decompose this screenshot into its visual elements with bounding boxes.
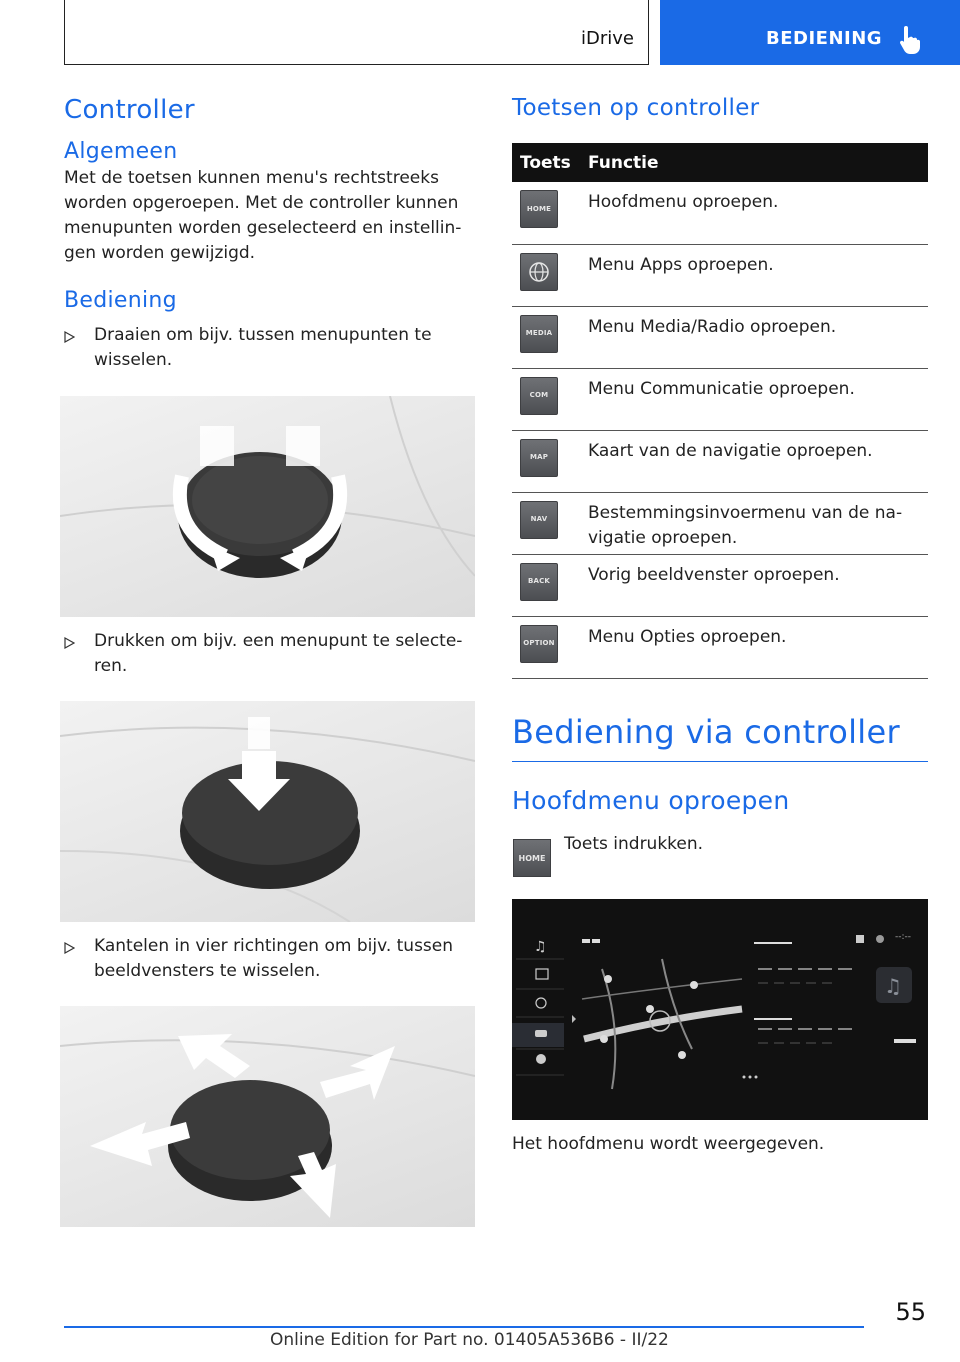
function-text: Hoofdmenu oproepen.: [580, 182, 928, 244]
text-line: vigatie oproepen.: [588, 527, 738, 548]
heading-operation: Bediening: [64, 288, 177, 313]
globe-icon: [520, 253, 558, 291]
table-row: [512, 306, 928, 368]
function-text: Vorig beeldvenster oproepen.: [580, 554, 928, 616]
keys-table: [512, 143, 928, 679]
map-key-icon: MAP: [520, 439, 558, 477]
text-line: Met de toetsen kunnen menu's rechtstreeks: [64, 168, 439, 188]
bullet-line: wisselen.: [94, 350, 173, 370]
footer-divider: [64, 1326, 864, 1328]
photo-controller-rotate: [60, 396, 475, 617]
triangle-bullet-icon: [64, 637, 75, 649]
general-text: [64, 166, 476, 266]
left-column: [64, 95, 476, 1227]
media-key-icon: MEDIA: [520, 315, 558, 353]
function-text: [580, 492, 928, 554]
triangle-bullet-icon: [64, 942, 75, 954]
bullet-line: Kantelen in vier richtingen om bijv. tussen: [94, 936, 454, 956]
bullet-press: [64, 629, 476, 679]
col-header-key: Toets: [512, 143, 580, 182]
bullet-tilt: [64, 934, 476, 984]
text-line: Bestemmingsinvoermenu van de na-: [588, 502, 903, 523]
triangle-bullet-icon: [64, 331, 75, 343]
nav-key-icon: NAV: [520, 501, 558, 539]
heading-general: Algemeen: [64, 139, 178, 164]
text-line: worden opgeroepen. Met de controller kunnen: [64, 193, 459, 213]
heading-underline: [512, 761, 928, 763]
bullet-line: Drukken om bijv. een menupunt te selecte-: [94, 631, 463, 651]
bullet-rotate: [64, 323, 476, 373]
col-header-function: Functie: [580, 143, 928, 182]
table-row: [512, 430, 928, 492]
home-key-icon: HOME: [513, 839, 551, 877]
heading-call-main-menu: Hoofdmenu oproepen: [512, 786, 790, 815]
hand-pointer-icon: [898, 26, 920, 54]
section-title-keys: Toetsen op controller: [512, 95, 760, 121]
text-line: menupunten worden geselecteerd en instellin-: [64, 218, 462, 238]
table-row: [512, 368, 928, 430]
function-text: Kaart van de navigatie oproepen.: [580, 430, 928, 492]
bullet-line: ren.: [94, 656, 128, 676]
function-text: Menu Apps oproepen.: [580, 244, 928, 306]
svg-text:♫: ♫: [534, 939, 547, 955]
com-key-icon: COM: [520, 377, 558, 415]
function-text: Menu Opties oproepen.: [580, 616, 928, 678]
home-key-icon: HOME: [520, 190, 558, 228]
result-text: Het hoofdmenu wordt weergegeven.: [512, 1134, 825, 1154]
page-number: 55: [895, 1298, 926, 1326]
screen-clock: --:--: [895, 932, 912, 942]
header-box: [64, 0, 649, 65]
text-line: gen worden gewijzigd.: [64, 243, 256, 263]
function-text: Menu Media/Radio oproepen.: [580, 306, 928, 368]
option-key-icon: OPTION: [520, 625, 558, 663]
function-text: Menu Communicatie oproepen.: [580, 368, 928, 430]
bullet-line: Draaien om bijv. tussen menupunten te: [94, 325, 432, 345]
step-text: Toets indrukken.: [564, 834, 704, 854]
section-title-controller: Controller: [64, 95, 195, 125]
svg-text:♫: ♫: [884, 974, 902, 998]
photo-controller-tilt: [60, 1006, 475, 1227]
edition-text: Online Edition for Part no. 01405A536B6 - II/22: [270, 1330, 669, 1350]
table-row: [512, 492, 928, 554]
bullet-line: beeldvensters te wisselen.: [94, 961, 321, 981]
table-row: [512, 554, 928, 616]
chapter-title: iDrive: [581, 28, 634, 49]
right-column: [512, 95, 928, 815]
table-row: [512, 616, 928, 678]
heading-operation-via-controller: Bediening via controller: [512, 712, 900, 751]
back-key-icon: BACK: [520, 563, 558, 601]
main-menu-screen: [512, 899, 928, 1120]
section-tab[interactable]: [660, 0, 960, 65]
photo-controller-press: [60, 701, 475, 922]
table-row: [512, 244, 928, 306]
table-header-row: [512, 143, 928, 182]
table-row: [512, 182, 928, 244]
section-tab-label: BEDIENING: [766, 28, 883, 49]
